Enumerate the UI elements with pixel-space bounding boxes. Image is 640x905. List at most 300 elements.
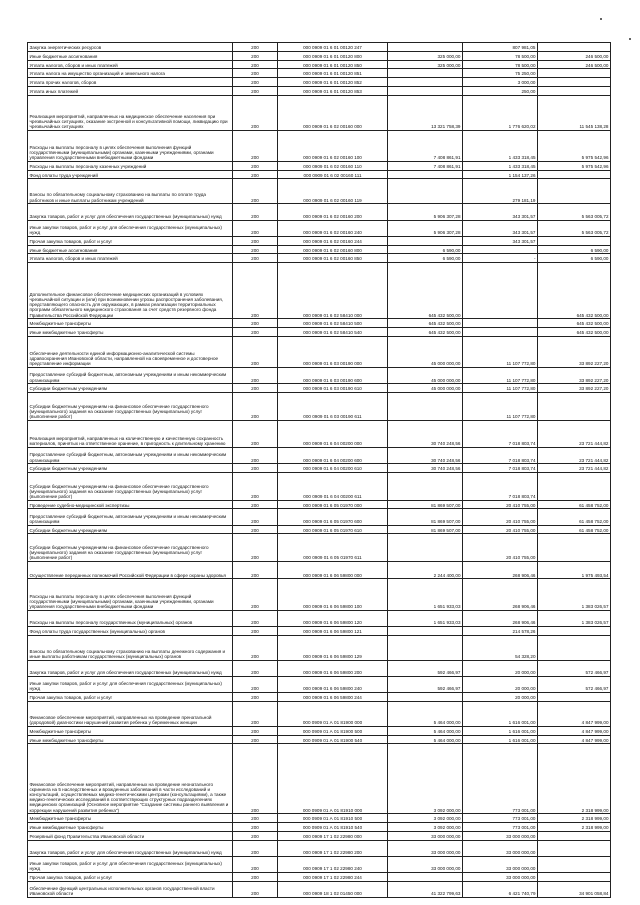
row-executed-amount: 20 000,00	[463, 660, 538, 676]
row-approved-amount	[388, 873, 463, 882]
table-row	[28, 78, 611, 87]
row-name: Реализация мероприятий, направленных на медицинское обеспечение населения при чрезвычайных ситуациях, оказание экстренной и консультативной помощи, ликвидацию при чрезвычайных ситуациях	[28, 95, 233, 130]
row-executed-amount: 773 001,00	[463, 823, 538, 832]
row-unexecuted-amount: 11 545 138,28	[538, 95, 611, 130]
row-classification-code: 000 0909 01 6 02 00160 119	[278, 179, 388, 204]
row-unexecuted-amount: 6 590,00	[538, 245, 611, 254]
row-unexecuted-amount: 34 901 058,84	[538, 881, 611, 897]
row-name: Межбюджетные трансферты	[28, 814, 233, 823]
row-approved-amount: 5 464 000,00	[388, 726, 463, 735]
row-code: 200	[233, 328, 278, 337]
table-row	[28, 500, 611, 509]
row-unexecuted-amount: 246 500,00	[538, 60, 611, 69]
row-unexecuted-amount	[538, 473, 611, 501]
row-executed-amount: 7 018 803,74	[463, 464, 538, 473]
row-unexecuted-amount	[538, 86, 611, 95]
scan-speck	[600, 18, 602, 20]
row-approved-amount: 41 322 799,63	[388, 881, 463, 897]
row-name: Дополнительное финансовое обеспечение медицинских организаций в условиях чрезвычайной ситуации и (или) при возникновении угрозы распространения заболевания, представляющего опасность для окружающих, в рамках реализации территориальных программ обязательного медицинского страхования за счет средств резервного фонда Правительства Российской Федерации	[28, 263, 233, 319]
row-classification-code: 000 0909 18 1 02 01450 000	[278, 881, 388, 897]
row-classification-code: 000 0909 01 6 02 58410 500	[278, 319, 388, 328]
table-row	[28, 735, 611, 744]
row-name: Обеспечение деятельности единой информационно-аналитической системы здравоохранения Ивановской области, направленной на своевременное и достоверное представление информации	[28, 336, 233, 367]
row-unexecuted-amount: 645 432 500,00	[538, 319, 611, 328]
row-approved-amount: 13 321 758,39	[388, 95, 463, 130]
row-classification-code: 000 0909 01 А 01 81900 500	[278, 726, 388, 735]
row-classification-code: 000 0909 01 6 05 01970 610	[278, 525, 388, 534]
table-row	[28, 95, 611, 130]
row-executed-amount: 6 421 740,79	[463, 881, 538, 897]
row-classification-code: 000 0909 01 А 01 81900 540	[278, 735, 388, 744]
row-classification-code: 000 0909 01 6 02 00160 200	[278, 204, 388, 220]
row-unexecuted-amount: 1 383 026,57	[538, 610, 611, 626]
row-approved-amount	[388, 635, 463, 660]
row-name: Осуществление переданных полномочий Российской Федерации в сфере охраны здоровья	[28, 561, 233, 579]
table-row	[28, 245, 611, 254]
table-row	[28, 744, 611, 814]
row-classification-code: 000 0909 01 6 02 00160 110	[278, 161, 388, 170]
row-executed-amount: 11 107 772,80	[463, 384, 538, 393]
row-approved-amount: 645 432 500,00	[388, 263, 463, 319]
row-approved-amount: 1 651 933,03	[388, 610, 463, 626]
row-unexecuted-amount: 61 458 752,00	[538, 509, 611, 525]
row-unexecuted-amount: 5 563 005,72	[538, 204, 611, 220]
budget-expenditure-table	[27, 42, 611, 898]
row-classification-code: 000 0909 01 6 01 00120 852	[278, 78, 388, 87]
row-name: Иные межбюджетные трансферты	[28, 823, 233, 832]
row-classification-code: 000 0909 01 6 04 00200 600	[278, 448, 388, 464]
table-row	[28, 881, 611, 897]
row-classification-code: 000 0909 01 6 02 00160 111	[278, 170, 388, 179]
row-name: Прочая закупка товаров, работ и услуг	[28, 693, 233, 702]
row-code: 200	[233, 204, 278, 220]
row-approved-amount: 33 000 000,00	[388, 856, 463, 872]
row-approved-amount: 325 000,00	[388, 60, 463, 69]
row-name: Финансовое обеспечение мероприятий, направленных на проведение неонатального скрининга на 5 наследственных и врожденных заболеваний в части исследований и консультаций, осуществляемых медико-генетическими центрами (консультациями), а также медико-генетических исследований в соответствующих структурных подразделениях медицинских организаций (Основное мероприятие "Создание системы раннего выявления и коррекции нарушений развития ребенка")	[28, 744, 233, 814]
row-executed-amount: 78 500,00	[463, 60, 538, 69]
row-approved-amount: 2 244 400,00	[388, 561, 463, 579]
row-code: 200	[233, 368, 278, 384]
row-approved-amount: 1 651 933,03	[388, 579, 463, 610]
row-unexecuted-amount	[538, 693, 611, 702]
row-code: 200	[233, 95, 278, 130]
row-classification-code: 000 0909 01 6 02 00160 000	[278, 95, 388, 130]
row-executed-amount: 773 001,00	[463, 814, 538, 823]
row-code: 200	[233, 464, 278, 473]
row-approved-amount	[388, 43, 463, 52]
row-approved-amount	[388, 626, 463, 635]
row-name: Уплата иных платежей	[28, 86, 233, 95]
row-approved-amount: 592 466,97	[388, 676, 463, 692]
row-executed-amount: 343 301,57	[463, 236, 538, 245]
row-unexecuted-amount: 33 892 227,20	[538, 336, 611, 367]
row-classification-code: 000 0909 01 6 01 00120 247	[278, 43, 388, 52]
row-approved-amount: 30 740 248,56	[388, 464, 463, 473]
row-approved-amount: 5 464 000,00	[388, 735, 463, 744]
table-row	[28, 69, 611, 78]
table-row	[28, 856, 611, 872]
row-code: 200	[233, 660, 278, 676]
table-row	[28, 473, 611, 501]
row-unexecuted-amount	[538, 635, 611, 660]
row-unexecuted-amount: 2 318 999,00	[538, 744, 611, 814]
row-executed-amount: 20 410 755,00	[463, 534, 538, 562]
row-code: 200	[233, 726, 278, 735]
row-unexecuted-amount	[538, 873, 611, 882]
row-approved-amount: 30 740 248,56	[388, 448, 463, 464]
row-code: 200	[233, 420, 278, 448]
row-name: Прочая закупка товаров, работ и услуг	[28, 873, 233, 882]
table-body	[28, 43, 611, 898]
row-unexecuted-amount	[538, 179, 611, 204]
table-row	[28, 676, 611, 692]
row-classification-code: 000 0909 01 6 02 00160 850	[278, 254, 388, 263]
row-classification-code: 000 0909 01 6 01 00120 853	[278, 86, 388, 95]
row-name: Резервный фонд Правительства Ивановской области	[28, 831, 233, 840]
row-classification-code: 000 0909 01 6 06 59800 240	[278, 676, 388, 692]
row-approved-amount: 6 590,00	[388, 245, 463, 254]
row-executed-amount: 343 301,57	[463, 220, 538, 236]
row-executed-amount: 279 181,19	[463, 179, 538, 204]
row-name: Расходы на выплаты персоналу казенных учреждений	[28, 161, 233, 170]
row-approved-amount: 81 869 507,00	[388, 509, 463, 525]
row-name: Взносы по обязательному социальному страхованию на выплаты по оплате труда работников и иные выплаты работникам учреждений	[28, 179, 233, 204]
row-approved-amount: 5 464 000,00	[388, 701, 463, 726]
row-classification-code: 000 0909 01 6 04 00200 611	[278, 473, 388, 501]
row-classification-code: 000 0909 01 6 05 01970 600	[278, 509, 388, 525]
row-executed-amount: 20 410 755,00	[463, 509, 538, 525]
row-classification-code: 000 0909 01 6 06 59800 120	[278, 610, 388, 626]
row-executed-amount	[463, 263, 538, 319]
row-code: 200	[233, 236, 278, 245]
row-executed-amount: 7 018 803,74	[463, 473, 538, 501]
row-executed-amount: -	[463, 254, 538, 263]
row-name: Финансовое обеспечение мероприятий, направленных на проведение пренатальной (дородовой) диагностики нарушений развития ребенка у беременных женщин	[28, 701, 233, 726]
table-row	[28, 336, 611, 367]
row-name: Расходы на выплаты персоналу в целях обеспечения выполнения функций государственными (муниципальными) органами, казенными учреждениями, органами управления государственными внебюджетными фондами	[28, 579, 233, 610]
row-name: Фонд оплаты труда государственных (муниципальных) органов	[28, 626, 233, 635]
row-code: 200	[233, 626, 278, 635]
row-executed-amount: 20 410 755,00	[463, 500, 538, 509]
row-executed-amount: 1 433 318,45	[463, 161, 538, 170]
row-executed-amount: 75 250,00	[463, 69, 538, 78]
row-name: Субсидии бюджетным учреждениям	[28, 384, 233, 393]
row-unexecuted-amount: 645 432 500,00	[538, 328, 611, 337]
row-name: Межбюджетные трансферты	[28, 726, 233, 735]
row-code: 200	[233, 701, 278, 726]
row-name: Субсидии бюджетным учреждениям на финансовое обеспечение государственного (муниципального) задания на оказание государственных (муниципальных) услуг (выполнение работ)	[28, 393, 233, 421]
row-code: 200	[233, 130, 278, 161]
row-executed-amount: 7 018 803,74	[463, 420, 538, 448]
row-classification-code: 000 0909 01 А 01 81910 000	[278, 744, 388, 814]
table-row	[28, 319, 611, 328]
row-name: Закупка товаров, работ и услуг для обеспечения государственных (муниципальных) нужд	[28, 660, 233, 676]
row-classification-code: 000 0909 01 6 02 00160 100	[278, 130, 388, 161]
row-approved-amount: 3 092 000,00	[388, 823, 463, 832]
row-unexecuted-amount: 23 721 444,82	[538, 420, 611, 448]
table-row	[28, 236, 611, 245]
row-code: 200	[233, 610, 278, 626]
row-name: Уплата прочих налогов, сборов	[28, 78, 233, 87]
row-name: Субсидии бюджетным учреждениям	[28, 464, 233, 473]
row-unexecuted-amount: 4 847 999,00	[538, 735, 611, 744]
table-row	[28, 384, 611, 393]
table-row	[28, 726, 611, 735]
row-classification-code: 000 0909 01 6 04 00200 000	[278, 420, 388, 448]
row-classification-code: 000 0909 01 6 06 59800 200	[278, 660, 388, 676]
row-executed-amount: 11 107 772,80	[463, 393, 538, 421]
row-unexecuted-amount	[538, 626, 611, 635]
row-classification-code: 000 0909 01 6 03 00190 000	[278, 336, 388, 367]
row-unexecuted-amount	[538, 69, 611, 78]
row-executed-amount: 78 500,00	[463, 51, 538, 60]
row-code: 200	[233, 86, 278, 95]
row-unexecuted-amount	[538, 534, 611, 562]
table-row	[28, 534, 611, 562]
row-code: 200	[233, 856, 278, 872]
table-row	[28, 626, 611, 635]
table-row	[28, 561, 611, 579]
row-classification-code: 000 0909 01 6 06 59800 100	[278, 579, 388, 610]
row-classification-code: 000 0909 17 1 02 22980 240	[278, 856, 388, 872]
row-unexecuted-amount: 23 721 444,82	[538, 464, 611, 473]
row-approved-amount: 81 869 507,00	[388, 500, 463, 509]
row-classification-code: 000 0909 01 6 04 00200 610	[278, 464, 388, 473]
table-row	[28, 254, 611, 263]
row-approved-amount	[388, 534, 463, 562]
row-unexecuted-amount: 572 466,97	[538, 660, 611, 676]
row-code: 200	[233, 534, 278, 562]
row-name: Предоставление субсидий бюджетным, автономным учреждениям и иным некоммерческим организациям	[28, 368, 233, 384]
row-name: Уплата налога на имущество организаций и земельного налога	[28, 69, 233, 78]
row-classification-code: 000 0909 01 6 02 58410 000	[278, 263, 388, 319]
row-classification-code: 000 0909 01 6 05 01970 000	[278, 500, 388, 509]
row-classification-code: 000 0909 01 6 01 00120 850	[278, 60, 388, 69]
row-code: 200	[233, 561, 278, 579]
row-unexecuted-amount: 2 318 999,00	[538, 823, 611, 832]
row-approved-amount	[388, 179, 463, 204]
row-name: Проведение судебно-медицинской экспертизы	[28, 500, 233, 509]
row-code: 200	[233, 831, 278, 840]
row-code: 200	[233, 509, 278, 525]
table-row	[28, 610, 611, 626]
row-classification-code: 000 0909 01 6 02 00160 244	[278, 236, 388, 245]
row-classification-code: 000 0909 01 6 03 00190 600	[278, 368, 388, 384]
row-executed-amount: 268 906,46	[463, 561, 538, 579]
row-approved-amount: 645 432 500,00	[388, 319, 463, 328]
row-unexecuted-amount	[538, 393, 611, 421]
row-code: 200	[233, 393, 278, 421]
row-approved-amount: 3 092 000,00	[388, 814, 463, 823]
row-name: Иные межбюджетные трансферты	[28, 328, 233, 337]
row-executed-amount: 214 578,26	[463, 626, 538, 635]
table-row	[28, 393, 611, 421]
row-classification-code: 000 0909 01 А 01 81910 500	[278, 814, 388, 823]
row-classification-code: 000 0909 01 6 06 59800 000	[278, 561, 388, 579]
row-name: Иные межбюджетные трансферты	[28, 735, 233, 744]
row-code: 200	[233, 579, 278, 610]
row-classification-code: 000 0909 01 А 01 81910 540	[278, 823, 388, 832]
row-code: 200	[233, 823, 278, 832]
table-row	[28, 161, 611, 170]
row-name: Расходы на выплаты персоналу государственных (муниципальных) органов	[28, 610, 233, 626]
table-row	[28, 840, 611, 856]
row-code: 200	[233, 693, 278, 702]
row-name: Уплата налогов, сборов и иных платежей	[28, 254, 233, 263]
row-executed-amount: 3 000,00	[463, 78, 538, 87]
row-unexecuted-amount: 4 847 999,00	[538, 726, 611, 735]
row-code: 200	[233, 60, 278, 69]
row-name: Иные закупки товаров, работ и услуг для обеспечения государственных (муниципальных) нужд	[28, 676, 233, 692]
row-executed-amount: 773 001,00	[463, 744, 538, 814]
row-approved-amount	[388, 78, 463, 87]
row-approved-amount: 33 000 000,00	[388, 831, 463, 840]
row-name: Закупка товаров, работ и услуг для обеспечения государственных (муниципальных) нужд	[28, 204, 233, 220]
row-name: Иные бюджетные ассигнования	[28, 245, 233, 254]
row-approved-amount: 645 432 500,00	[388, 328, 463, 337]
row-name: Уплата налогов, сборов и иных платежей	[28, 60, 233, 69]
row-executed-amount	[463, 328, 538, 337]
row-unexecuted-amount: 645 432 500,00	[538, 263, 611, 319]
row-classification-code: 000 0909 01 6 03 00190 611	[278, 393, 388, 421]
row-code: 200	[233, 500, 278, 509]
row-unexecuted-amount	[538, 840, 611, 856]
row-code: 200	[233, 525, 278, 534]
row-name: Закупка товаров, работ и услуг для обеспечения государственных (муниципальных) нужд	[28, 840, 233, 856]
row-approved-amount: 45 000 000,00	[388, 368, 463, 384]
row-unexecuted-amount	[538, 170, 611, 179]
row-name: Закупка энергетических ресурсов	[28, 43, 233, 52]
row-unexecuted-amount: 5 975 542,96	[538, 161, 611, 170]
row-classification-code: 000 0909 01 А 01 81900 000	[278, 701, 388, 726]
row-executed-amount: 54 328,20	[463, 635, 538, 660]
row-unexecuted-amount	[538, 78, 611, 87]
table-row	[28, 204, 611, 220]
row-executed-amount: 20 000,00	[463, 693, 538, 702]
row-code: 200	[233, 263, 278, 319]
table-row	[28, 179, 611, 204]
row-approved-amount: 45 000 000,00	[388, 336, 463, 367]
row-approved-amount: 45 000 000,00	[388, 384, 463, 393]
row-unexecuted-amount: 33 892 227,20	[538, 384, 611, 393]
row-approved-amount: 3 092 000,00	[388, 744, 463, 814]
row-unexecuted-amount: 23 721 444,82	[538, 448, 611, 464]
row-code: 200	[233, 78, 278, 87]
row-approved-amount	[388, 69, 463, 78]
row-executed-amount	[463, 245, 538, 254]
table-row	[28, 43, 611, 52]
row-classification-code: 000 0909 01 6 06 59800 129	[278, 635, 388, 660]
row-approved-amount	[388, 86, 463, 95]
row-code: 200	[233, 473, 278, 501]
row-code: 200	[233, 840, 278, 856]
table-row	[28, 368, 611, 384]
row-executed-amount: 250,00	[463, 86, 538, 95]
row-classification-code: 000 0909 01 6 01 00120 800	[278, 51, 388, 60]
table-row	[28, 823, 611, 832]
row-name: Иные закупки товаров, работ и услуг для обеспечения государственных (муниципальных) нужд	[28, 220, 233, 236]
table-row	[28, 220, 611, 236]
table-row	[28, 693, 611, 702]
row-executed-amount: 268 906,46	[463, 579, 538, 610]
row-code: 200	[233, 873, 278, 882]
row-approved-amount: 30 740 248,56	[388, 420, 463, 448]
row-classification-code: 000 0909 01 6 06 59800 121	[278, 626, 388, 635]
row-unexecuted-amount: 33 892 227,20	[538, 368, 611, 384]
row-executed-amount: 33 000 000,00	[463, 856, 538, 872]
row-classification-code: 000 0909 01 6 02 58410 540	[278, 328, 388, 337]
row-code: 200	[233, 43, 278, 52]
row-unexecuted-amount: 5 975 542,96	[538, 130, 611, 161]
row-approved-amount: 7 408 861,91	[388, 161, 463, 170]
row-unexecuted-amount: 61 458 752,00	[538, 500, 611, 509]
row-name: Фонд оплаты труда учреждений	[28, 170, 233, 179]
table-row	[28, 873, 611, 882]
row-executed-amount: 1 433 318,45	[463, 130, 538, 161]
row-approved-amount	[388, 236, 463, 245]
table-row	[28, 831, 611, 840]
row-executed-amount: 807 981,05	[463, 43, 538, 52]
table-row	[28, 328, 611, 337]
row-executed-amount: 343 301,57	[463, 204, 538, 220]
row-classification-code: 000 0909 01 6 01 00120 851	[278, 69, 388, 78]
row-code: 200	[233, 735, 278, 744]
row-classification-code: 000 0909 01 6 05 01970 611	[278, 534, 388, 562]
row-name: Иные бюджетные ассигнования	[28, 51, 233, 60]
table-row	[28, 579, 611, 610]
table-row	[28, 660, 611, 676]
table-row	[28, 51, 611, 60]
row-executed-amount: 33 000 000,00	[463, 873, 538, 882]
row-unexecuted-amount: 1 975 493,54	[538, 561, 611, 579]
row-code: 200	[233, 69, 278, 78]
row-executed-amount: 1 154 137,26	[463, 170, 538, 179]
row-classification-code: 000 0909 01 6 06 59800 244	[278, 693, 388, 702]
table-row	[28, 448, 611, 464]
row-unexecuted-amount: 6 590,00	[538, 254, 611, 263]
row-unexecuted-amount	[538, 831, 611, 840]
table-row	[28, 464, 611, 473]
row-executed-amount: 33 000 000,00	[463, 840, 538, 856]
table-row	[28, 60, 611, 69]
row-classification-code: 000 0909 17 1 02 22980 200	[278, 840, 388, 856]
row-approved-amount	[388, 473, 463, 501]
table-row	[28, 814, 611, 823]
row-unexecuted-amount: 1 383 026,57	[538, 579, 611, 610]
row-code: 200	[233, 319, 278, 328]
row-unexecuted-amount	[538, 236, 611, 245]
row-unexecuted-amount: 572 466,97	[538, 676, 611, 692]
row-code: 200	[233, 51, 278, 60]
row-code: 200	[233, 676, 278, 692]
row-unexecuted-amount: 4 847 999,00	[538, 701, 611, 726]
row-approved-amount: 81 869 507,00	[388, 525, 463, 534]
row-executed-amount: 268 906,46	[463, 610, 538, 626]
budget-report-sheet	[27, 42, 610, 898]
table-row	[28, 170, 611, 179]
row-name: Межбюджетные трансферты	[28, 319, 233, 328]
row-code: 200	[233, 254, 278, 263]
row-approved-amount: 325 000,00	[388, 51, 463, 60]
row-executed-amount: 20 410 755,00	[463, 525, 538, 534]
row-code: 200	[233, 448, 278, 464]
table-row	[28, 701, 611, 726]
row-name: Обеспечение функций центральных исполнительных органов государственной власти Ивановской области	[28, 881, 233, 897]
row-executed-amount	[463, 319, 538, 328]
row-code: 200	[233, 384, 278, 393]
row-code: 200	[233, 170, 278, 179]
row-code: 200	[233, 881, 278, 897]
